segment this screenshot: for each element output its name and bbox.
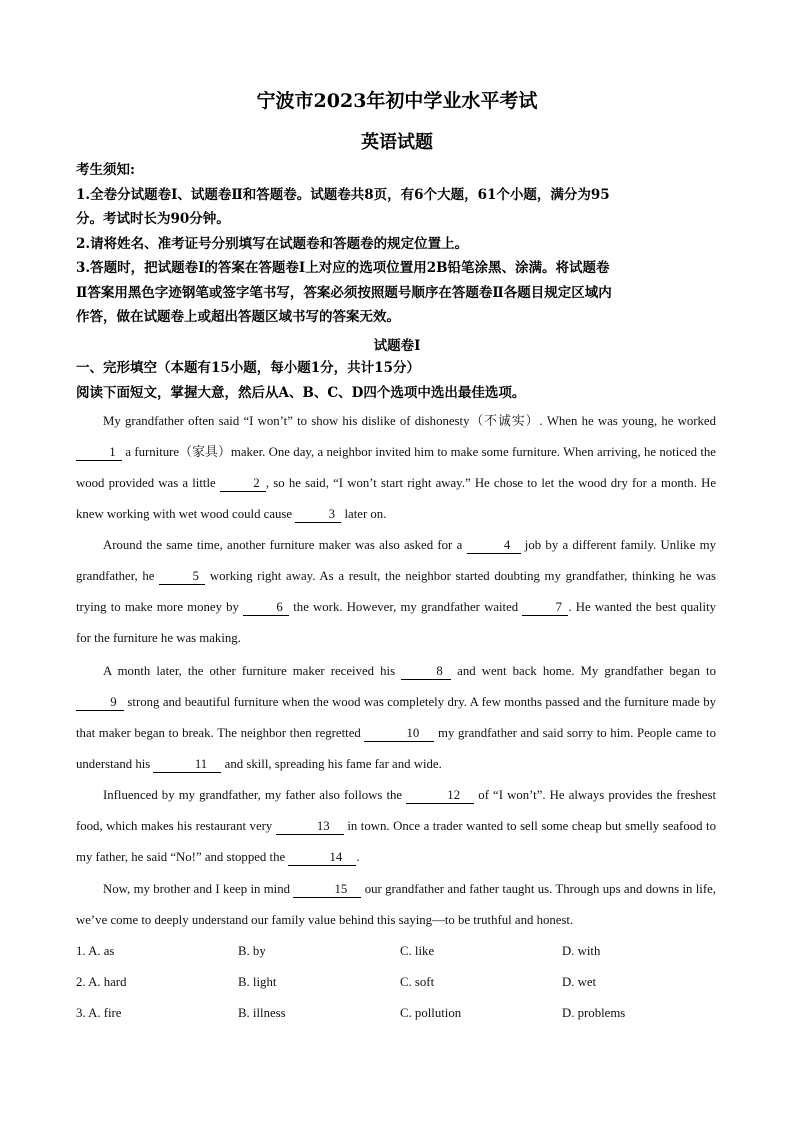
option-row-3: [76, 1006, 716, 1026]
option-2-d: D. wet: [562, 975, 597, 989]
blank-1: 1: [76, 445, 122, 461]
passage-text: .: [356, 850, 360, 864]
passage-text: Now, my brother and I keep in mind: [103, 882, 294, 896]
notice-item-2: 2.请将姓名、准考证号分别填写在试题卷和答题卷的规定位置上。: [76, 235, 469, 252]
passage-text: later on.: [341, 507, 387, 521]
passage-text: Influenced by my grandfather, my father also follows the: [103, 788, 407, 802]
passage-text: working right away. As a result, the neighbor started doubting my grandfather, thinking he was trying to make more money by: [76, 569, 716, 614]
passage-paragraph-5: [76, 874, 716, 936]
blank-2: 2: [220, 476, 266, 492]
option-2-b: B. light: [238, 975, 277, 989]
passage-text: , so he said, “I won’t start right away.” He chose to let the wood dry for a month. He knew working with wet wood could cause: [76, 476, 716, 521]
passage-paragraph-1: [76, 406, 716, 530]
option-3-d: D. problems: [562, 1006, 626, 1020]
passage-text: strong and beautiful furniture when the wood was completely dry. A few months passed and the furniture made by that maker began to break. The neighbor then regretted: [76, 695, 716, 740]
notice-item-3-line-2: Ⅱ答案用黑色字迹钢笔或签字笔书写，答案必须按照题号顺序在答题卷Ⅱ各题目规定区域内: [76, 284, 612, 301]
notice-heading: 考生须知:: [76, 162, 135, 178]
section-heading: 一、完形填空（本题有15小题，每小题1分，共计15分）: [76, 360, 420, 376]
option-3-c: C. pollution: [400, 1006, 462, 1020]
passage-text: in town. Once a trader wanted to sell some cheap but smelly seafood to my father, he said “No!” and stopped the: [76, 819, 716, 864]
notice-block: [76, 158, 724, 330]
notice-item-1-line-2: 分。考试时长为90分钟。: [76, 211, 230, 227]
blank-11: 11: [153, 757, 221, 773]
blank-4: 4: [467, 538, 521, 554]
option-2-a: 2. A. hard: [76, 975, 127, 989]
passage-text: and skill, spreading his fame far and wide.: [221, 757, 442, 771]
option-3-a: 3. A. fire: [76, 1006, 122, 1020]
passage-text: My grandfather often said “I won’t” to show his dislike of dishonesty（不诚实）. When he was young, he worked: [103, 414, 716, 428]
option-1-c: C. like: [400, 944, 435, 958]
blank-15: 15: [293, 882, 361, 898]
passage-text: the work. However, my grandfather waited: [289, 600, 523, 614]
exam-subtitle: 英语试题: [361, 132, 433, 153]
passage-text: of “I won’t”. He always provides the freshest food, which makes his restaurant very: [76, 788, 717, 833]
passage-text: and went back home. My grandfather began to: [451, 664, 716, 678]
option-row-2: [76, 975, 716, 995]
blank-12: 12: [406, 788, 474, 804]
blank-8: 8: [401, 664, 451, 680]
blank-5: 5: [159, 569, 205, 585]
option-row-1: [76, 944, 716, 964]
volume-label: 试题卷Ⅰ: [373, 338, 421, 354]
passage-text: A month later, the other furniture maker received his: [103, 664, 402, 678]
passage-paragraph-4: [76, 780, 716, 873]
blank-14: 14: [288, 850, 356, 866]
passage-text: Around the same time, another furniture maker was also asked for a: [103, 538, 467, 552]
blank-10: 10: [364, 726, 434, 742]
passage-text: my grandfather and said sorry to him. People came to understand his: [76, 726, 716, 771]
passage-text: job by a different family. Unlike my grandfather, he: [76, 538, 716, 583]
section-heading-block: [76, 356, 724, 405]
notice-item-3-line-1: 3.答题时，把试题卷Ⅰ的答案在答题卷Ⅰ上对应的选项位置用2B铅笔涂黑、涂满。将试题卷: [76, 260, 610, 276]
passage-text: our grandfather and father taught us. Through ups and downs in life, we’ve come to deeply understand our family value behind this saying—to be truthful and honest.: [76, 882, 716, 927]
option-1-b: B. by: [238, 944, 266, 958]
passage-paragraph-2: [76, 530, 716, 654]
blank-9: 9: [76, 695, 124, 711]
notice-item-3-line-3: 作答，做在试题卷上或超出答题区域书写的答案无效。: [76, 309, 400, 325]
option-1-a: 1. A. as: [76, 944, 115, 958]
option-3-b: B. illness: [238, 1006, 286, 1020]
passage-text: . He wanted the best quality for the furniture he was making.: [76, 600, 716, 645]
blank-7: 7: [522, 600, 568, 616]
option-2-c: C. soft: [400, 975, 435, 989]
exam-title: 宁波市2023年初中学业水平考试: [256, 90, 538, 112]
section-instruction: 阅读下面短文，掌握大意，然后从A、B、C、D四个选项中选出最佳选项。: [76, 384, 526, 401]
blank-13: 13: [276, 819, 344, 835]
passage-text: a furniture（家具）maker. One day, a neighbor invited him to make some furniture. When arriving, he noticed the wood provided was a little: [76, 445, 716, 490]
option-1-d: D. with: [562, 944, 601, 958]
blank-6: 6: [243, 600, 289, 616]
blank-3: 3: [295, 507, 341, 523]
notice-item-1-line-1: 1.全卷分试题卷Ⅰ、试题卷Ⅱ和答题卷。试题卷共8页，有6个大题，61个小题，满分为95: [76, 186, 610, 203]
passage-paragraph-3: [76, 656, 716, 780]
